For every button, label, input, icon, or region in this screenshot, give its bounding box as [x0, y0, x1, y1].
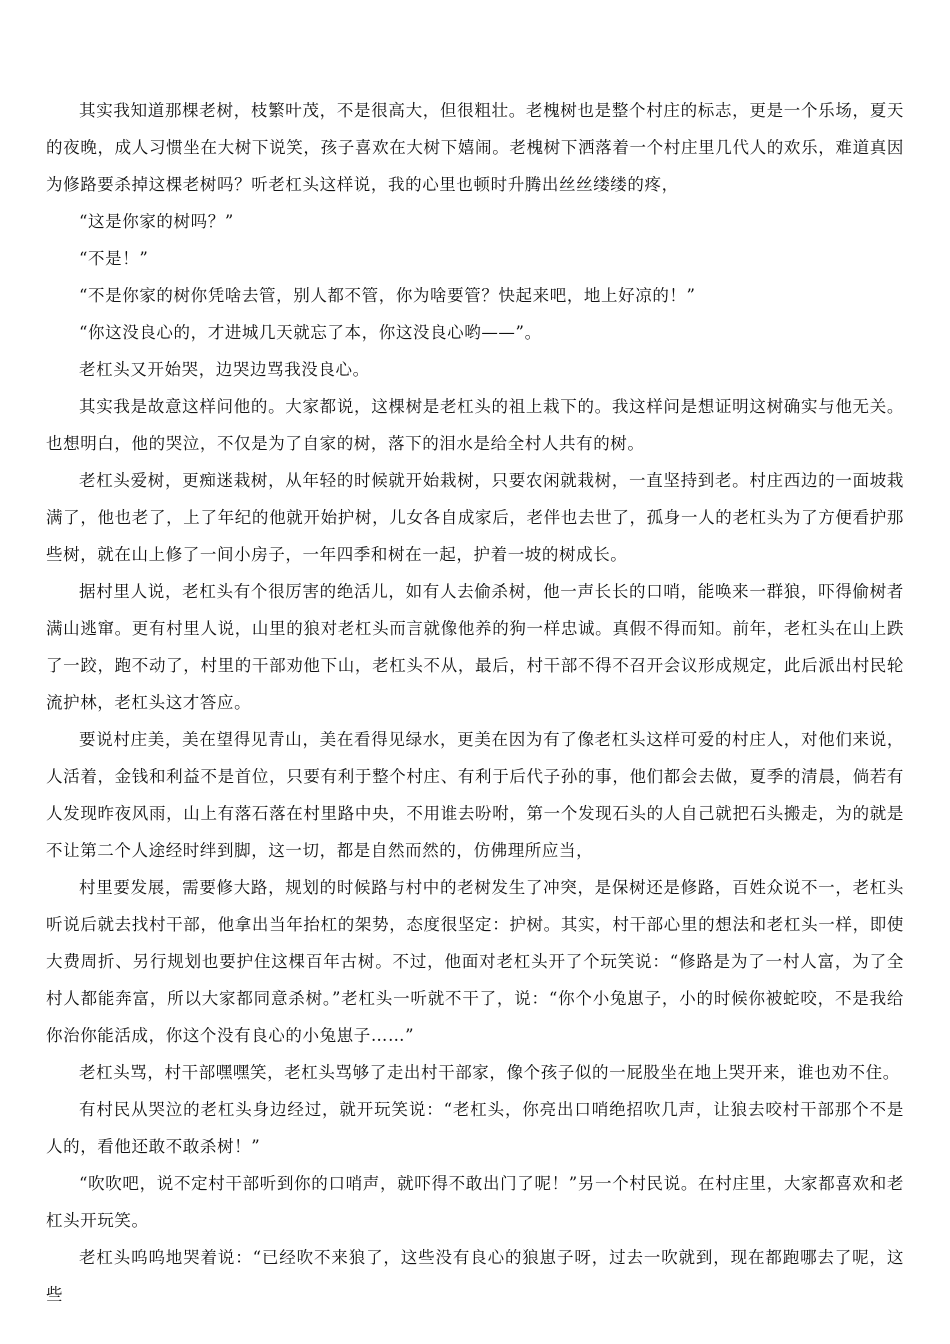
paragraph: 老杠头爱树，更痴迷栽树，从年轻的时候就开始栽树，只要农闲就栽树，一直坚持到老。村庄西边的一面坡栽满了，他也老了，上了年纪的他就开始护树，儿女各自成家后，老伴也去世了，孤身一人的老杠头为了方便看护那些树，就在山上修了一间小房子，一年四季和树在一起，护着一坡的树成长。 [46, 471, 904, 564]
paragraph: 其实我是故意这样问他的。大家都说，这棵树是老杠头的祖上栽下的。我这样问是想证明这树确实与他无关。也想明白，他的哭泣，不仅是为了自家的树，落下的泪水是给全村人共有的树。 [46, 397, 904, 453]
document-page [46, 92, 904, 1313]
paragraph: “不是你家的树你凭啥去管，别人都不管，你为啥要管？快起来吧，地上好凉的！” [79, 286, 696, 305]
paragraph: “吹吹吧，说不定村干部听到你的口哨声，就吓得不敢出门了呢！”另一个村民说。在村庄里，大家都喜欢和老杠头开玩笑。 [46, 1174, 904, 1230]
paragraph: “你这没良心的，才进城几天就忘了本，你这没良心哟——”。 [79, 323, 542, 342]
paragraph: “不是！” [79, 249, 149, 268]
paragraph: 有村民从哭泣的老杠头身边经过，就开玩笑说：“老杠头，你亮出口哨绝招吹几声，让狼去咬村干部那个不是人的，看他还敢不敢杀树！” [46, 1100, 904, 1156]
paragraph: “这是你家的树吗？” [79, 212, 234, 231]
paragraph: 据村里人说，老杠头有个很厉害的绝活儿，如有人去偷杀树，他一声长长的口哨，能唤来一群狼，吓得偷树者满山逃窜。更有村里人说，山里的狼对老杠头而言就像他养的狗一样忠诚。真假不得而知。前年，老杠头在山上跌了一跤，跑不动了，村里的干部劝他下山，老杠头不从，最后，村干部不得不召开会议形成规定，此后派出村民轮流护林，老杠头这才答应。 [46, 582, 904, 712]
paragraph: 其实我知道那棵老树，枝繁叶茂，不是很高大，但很粗壮。老槐树也是整个村庄的标志，更是一个乐场，夏天的夜晚，成人习惯坐在大树下说笑，孩子喜欢在大树下嬉闹。老槐树下洒落着一个村庄里几代人的欢乐，难道真因为修路要杀掉这棵老树吗？听老杠头这样说，我的心里也顿时升腾出丝丝缕缕的疼， [46, 101, 904, 194]
paragraph: 要说村庄美，美在望得见青山，美在看得见绿水，更美在因为有了像老杠头这样可爱的村庄人，对他们来说，人活着，金钱和利益不是首位，只要有利于整个村庄、有利于后代子孙的事，他们都会去做，夏季的清晨，倘若有人发现昨夜风雨，山上有落石落在村里路中央，不用谁去吩咐，第一个发现石头的人自己就把石头搬走，为的就是不让第二个人途经时绊到脚，这一切，都是自然而然的，仿佛理所应当， [46, 730, 904, 860]
paragraph: 村里要发展，需要修大路，规划的时候路与村中的老树发生了冲突，是保树还是修路，百姓众说不一，老杠头听说后就去找村干部，他拿出当年抬杠的架势，态度很坚定：护树。其实，村干部心里的想法和老杠头一样，即使大费周折、另行规划也要护住这棵百年古树。不过，他面对老杠头开了个玩笑说：“修路是为了一村人富，为了全村人都能奔富，所以大家都同意杀树。”老杠头一听就不干了，说：“你个小兔崽子，小的时候你被蛇咬，不是我给你治你能活成，你这个没有良心的小兔崽子……” [46, 878, 904, 1045]
paragraph: 老杠头骂，村干部嘿嘿笑，老杠头骂够了走出村干部家，像个孩子似的一屁股坐在地上哭开来，谁也劝不住。 [79, 1063, 900, 1082]
paragraph: 老杠头呜呜地哭着说：“已经吹不来狼了，这些没有良心的狼崽子呀，过去一吹就到，现在都跑哪去了呢，这些 [46, 1248, 904, 1304]
paragraph: 老杠头又开始哭，边哭边骂我没良心。 [79, 360, 370, 379]
